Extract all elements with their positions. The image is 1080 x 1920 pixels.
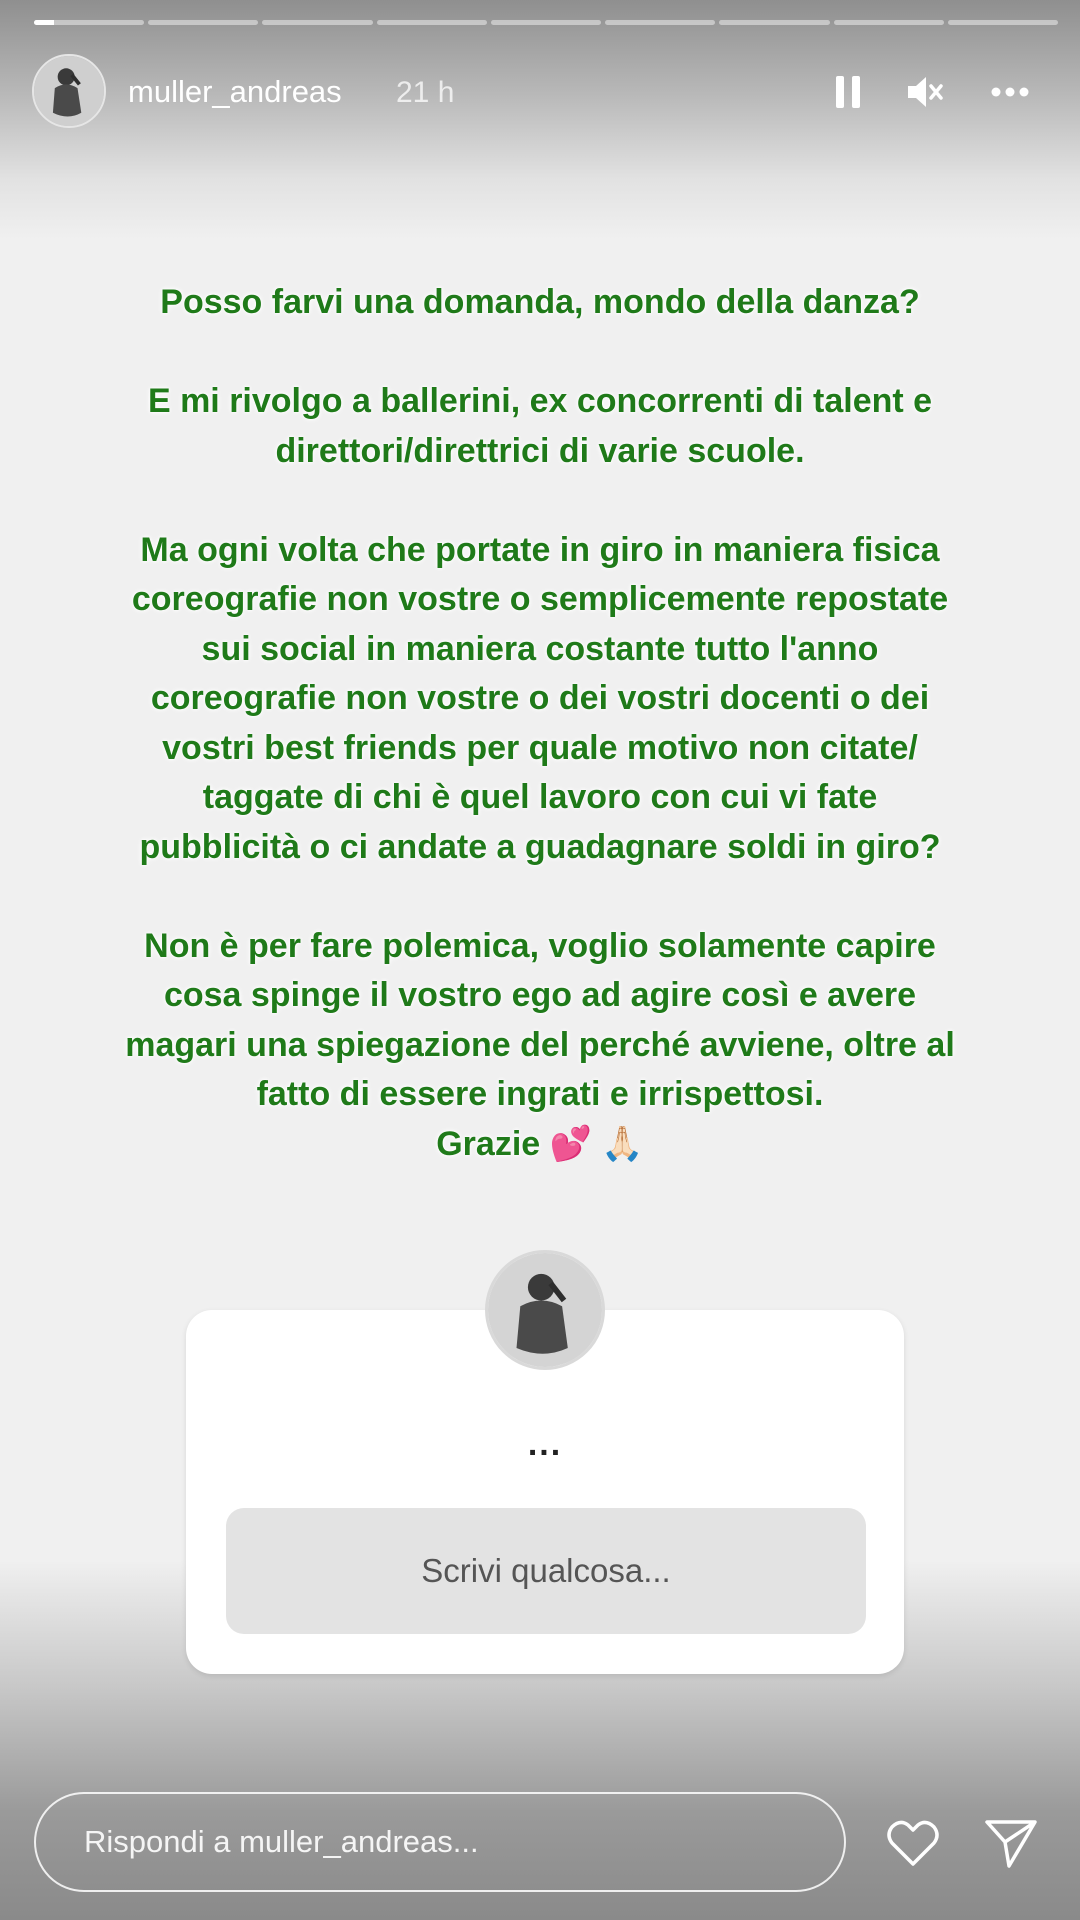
progress-fill bbox=[34, 20, 54, 25]
progress-segment bbox=[491, 20, 601, 25]
send-icon bbox=[982, 1814, 1040, 1872]
question-sticker-avatar bbox=[485, 1250, 605, 1370]
username[interactable]: muller_andreas bbox=[128, 74, 342, 109]
pause-icon bbox=[826, 70, 870, 114]
avatar[interactable] bbox=[32, 54, 106, 128]
text-line: E mi rivolgo a ballerini, ex concorrenti di talent e bbox=[147, 382, 933, 420]
speaker-muted-icon bbox=[902, 70, 946, 114]
heart-icon bbox=[884, 1814, 942, 1872]
progress-segment-active bbox=[34, 20, 144, 25]
like-button[interactable] bbox=[884, 1814, 942, 1872]
mute-button[interactable] bbox=[902, 70, 946, 114]
story-progress-bar bbox=[34, 20, 1058, 25]
progress-segment bbox=[834, 20, 944, 25]
reply-input[interactable]: Rispondi a muller_andreas... bbox=[34, 1792, 846, 1892]
question-line: Posso farvi una domanda, mondo della danza? bbox=[160, 283, 920, 321]
question-answer-input[interactable]: Scrivi qualcosa... bbox=[226, 1508, 866, 1634]
progress-segment bbox=[719, 20, 829, 25]
progress-segment bbox=[262, 20, 372, 25]
text-line: coreografie non vostre o dei vostri docenti o dei bbox=[150, 679, 930, 717]
question-prompt: ... bbox=[527, 1425, 563, 1463]
progress-segment bbox=[605, 20, 715, 25]
text-line: Ma ogni volta che portate in giro in maniera fisica bbox=[140, 530, 940, 569]
text-line: fatto di essere ingrati e irrispettosi. bbox=[256, 1075, 824, 1113]
text-line: vostri best friends per quale motivo non citate/ bbox=[162, 728, 918, 767]
text-line: taggate di chi è quel lavoro con cui vi fate bbox=[202, 778, 878, 816]
progress-segment bbox=[948, 20, 1058, 25]
closing-line bbox=[40, 1120, 1040, 1170]
story-text bbox=[40, 278, 1040, 1169]
text-line: Non è per fare polemica, voglio solamente capire bbox=[144, 926, 936, 965]
text-line: coreografie non vostre o semplicemente repostate bbox=[131, 580, 949, 618]
more-button[interactable] bbox=[988, 70, 1032, 114]
text-line: pubblicità o ci andate a guadagnare soldi in giro? bbox=[139, 827, 941, 866]
pause-button[interactable] bbox=[826, 70, 870, 114]
top-gradient bbox=[0, 0, 1080, 240]
heart-and-pray-emojis: 💕 🙏🏻 bbox=[549, 1124, 644, 1163]
progress-segment bbox=[148, 20, 258, 25]
text-line: magari una spiegazione del perché avviene, oltre al bbox=[125, 1025, 955, 1064]
text-line: cosa spinge il vostro ego ad agire così e avere bbox=[163, 976, 917, 1014]
progress-segment bbox=[377, 20, 487, 25]
post-time: 21 h bbox=[396, 76, 455, 109]
text-line: direttori/direttrici di varie scuole. bbox=[275, 431, 805, 470]
text-line: sui social in maniera costante tutto l'anno bbox=[201, 629, 879, 668]
more-horizontal-icon bbox=[988, 70, 1032, 114]
share-button[interactable] bbox=[982, 1814, 1040, 1872]
closing-text: Grazie bbox=[436, 1124, 541, 1163]
